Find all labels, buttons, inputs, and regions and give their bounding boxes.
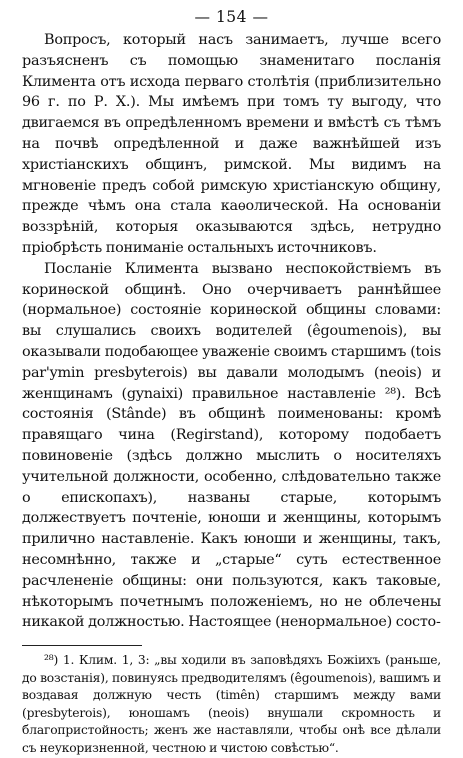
footnote: ²⁸) 1. Клим. 1, 3: „вы ходили въ заповѣдяхъ Божіихъ (раньше, до возстанія), повинуясь предводителямъ (êgoumenois), вашимъ и воздавая должную честь (timên) старшимъ между вами (presbyterois), юношамъ (neois) внушали скромность и благопристойность; женъ же наставляли, чтобы онѣ все дѣлали съ неукоризненной, честною и чистою совѣстью“. xyxy=(22,653,441,756)
paragraph-2: Посланіе Климента вызвано неспокойствіемъ въ коринѳской общинѣ. Оно очерчиваетъ раннѣйшее (нормальное) состояніе коринѳской общины словами: вы слушались своихъ водителей (êgoumenois), вы оказывали подобающее уваженіе своимъ старшимъ (tois par'ymin presbyterois) вы давали молодымъ (neois) и женщинамъ (gynaixi) правильное наставленіе ²⁸). Всѣ состоянія (Stânde) въ общинѣ поименованы: кромѣ правящаго чина (Regirstand), которому подобаетъ повиновеніе (здѣсь должно мыслить о носителяхъ учительной должности, особенно, слѣдовательно также о епископахъ), названы старые, которымъ должествуетъ почтеніе, юноши и женщины, которымъ прилично наставленіе. Какъ юноши и женщины, такъ, несомнѣнно, также и „старые“ суть естественное расчлененіе общины: они пользуются, какъ таковые, нѣкоторымъ почетнымъ положеніемъ, но не облечены никакой должностью. Настоящее (ненормальное) состо- xyxy=(22,260,441,631)
footnote-divider xyxy=(22,645,142,646)
page-number: — 154 — xyxy=(194,8,269,26)
paragraph-1: Вопросъ, который насъ занимаетъ, лучше всего разъясненъ съ помощью знаменитаго посланія Климента отъ исхода перваго столѣтія (приблизительно 96 г. по Р. Х.). Мы имѣемъ при томъ ту выгоду, что двигаемся въ опредѣленномъ времени и вмѣстѣ съ тѣмъ на почвѣ опредѣленной и даже важнѣйшей изъ христіанскихъ общинъ, римской. Мы видимъ на мгновеніе предъ собой римскую христіанскую общину, прежде чѣмъ она стала каѳолической. На основаніи воззрѣній, которыя оказываются здѣсь, нетрудно пріобрѣсть пониманіе остальныхъ источниковъ. xyxy=(22,32,441,256)
